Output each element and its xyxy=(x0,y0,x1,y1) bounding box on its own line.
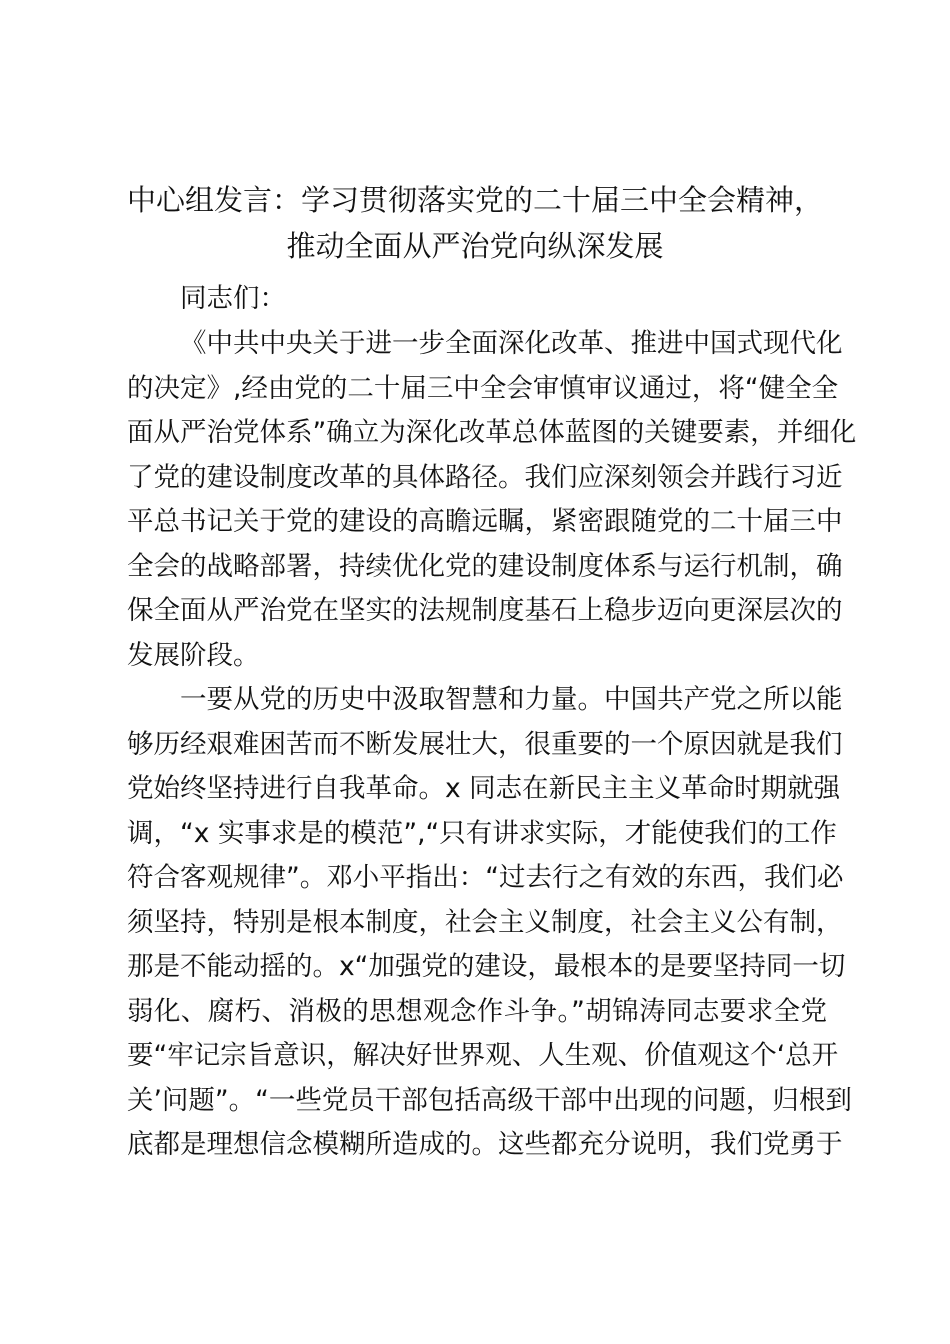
paragraph-1-line: 面从严治党体系”确立为深化改革总体蓝图的关键要素，并细化 xyxy=(127,417,857,448)
paragraph-1-line: 发展阶段。 xyxy=(127,640,260,671)
paragraph-1-line: 了党的建设制度改革的具体路径。我们应深刻领会并践行习近 xyxy=(127,462,843,493)
paragraph-2-line: 底都是理想信念模糊所造成的。这些都充分说明，我们党勇于 xyxy=(127,1129,843,1160)
paragraph-2-line: 关’问题”。“一些党员干部包括高级干部中出现的问题，归根到 xyxy=(127,1085,852,1116)
paragraph-2-line: 党始终坚持进行自我革命。x 同志在新民主主义革命时期就强 xyxy=(127,773,841,804)
paragraph-1-line: 平总书记关于党的建设的高瞻远瞩，紧密跟随党的二十届三中 xyxy=(127,506,843,537)
paragraph-1-line: 全会的战略部署，持续优化党的建设制度体系与运行机制，确 xyxy=(127,551,843,582)
paragraph-2-line: 那是不能动摇的。x“加强党的建设，最根本的是要坚持同一切 xyxy=(127,951,846,982)
paragraph-2-line: 弱化、腐朽、消极的思想观念作斗争。”胡锦涛同志要求全党 xyxy=(127,996,827,1027)
paragraph-2-line: 符合客观规律”。邓小平指出：“过去行之有效的东西，我们必 xyxy=(127,862,844,893)
paragraph-1-line: 《中共中央关于进一步全面深化改革、推进中国式现代化 xyxy=(180,328,843,359)
paragraph-2-line: 一要从党的历史中汲取智慧和力量。中国共产党之所以能 xyxy=(180,684,843,715)
paragraph-1-line: 的决定》,经由党的二十届三中全会审慎审议通过，将“健全全 xyxy=(127,373,839,404)
salutation: 同志们： xyxy=(180,283,286,314)
document-title-line-2: 推动全面从严治党向纵深发展 xyxy=(286,229,664,263)
paragraph-2-line: 够历经艰难困苦而不断发展壮大，很重要的一个原因就是我们 xyxy=(127,729,843,760)
paragraph-2-line: 调，“x 实事求是的模范”,“只有讲求实际，才能使我们的工作 xyxy=(127,818,837,849)
paragraph-2-line: 须坚持，特别是根本制度，社会主义制度，社会主义公有制， xyxy=(127,907,843,938)
paragraph-1-line: 保全面从严治党在坚实的法规制度基石上稳步迈向更深层次的 xyxy=(127,595,843,626)
document-title-line-1: 中心组发言：学习贯彻落实党的二十届三中全会精神， xyxy=(126,183,823,217)
paragraph-2-line: 要“牢记宗旨意识，解决好世界观、人生观、价值观这个‘总开 xyxy=(127,1040,839,1071)
